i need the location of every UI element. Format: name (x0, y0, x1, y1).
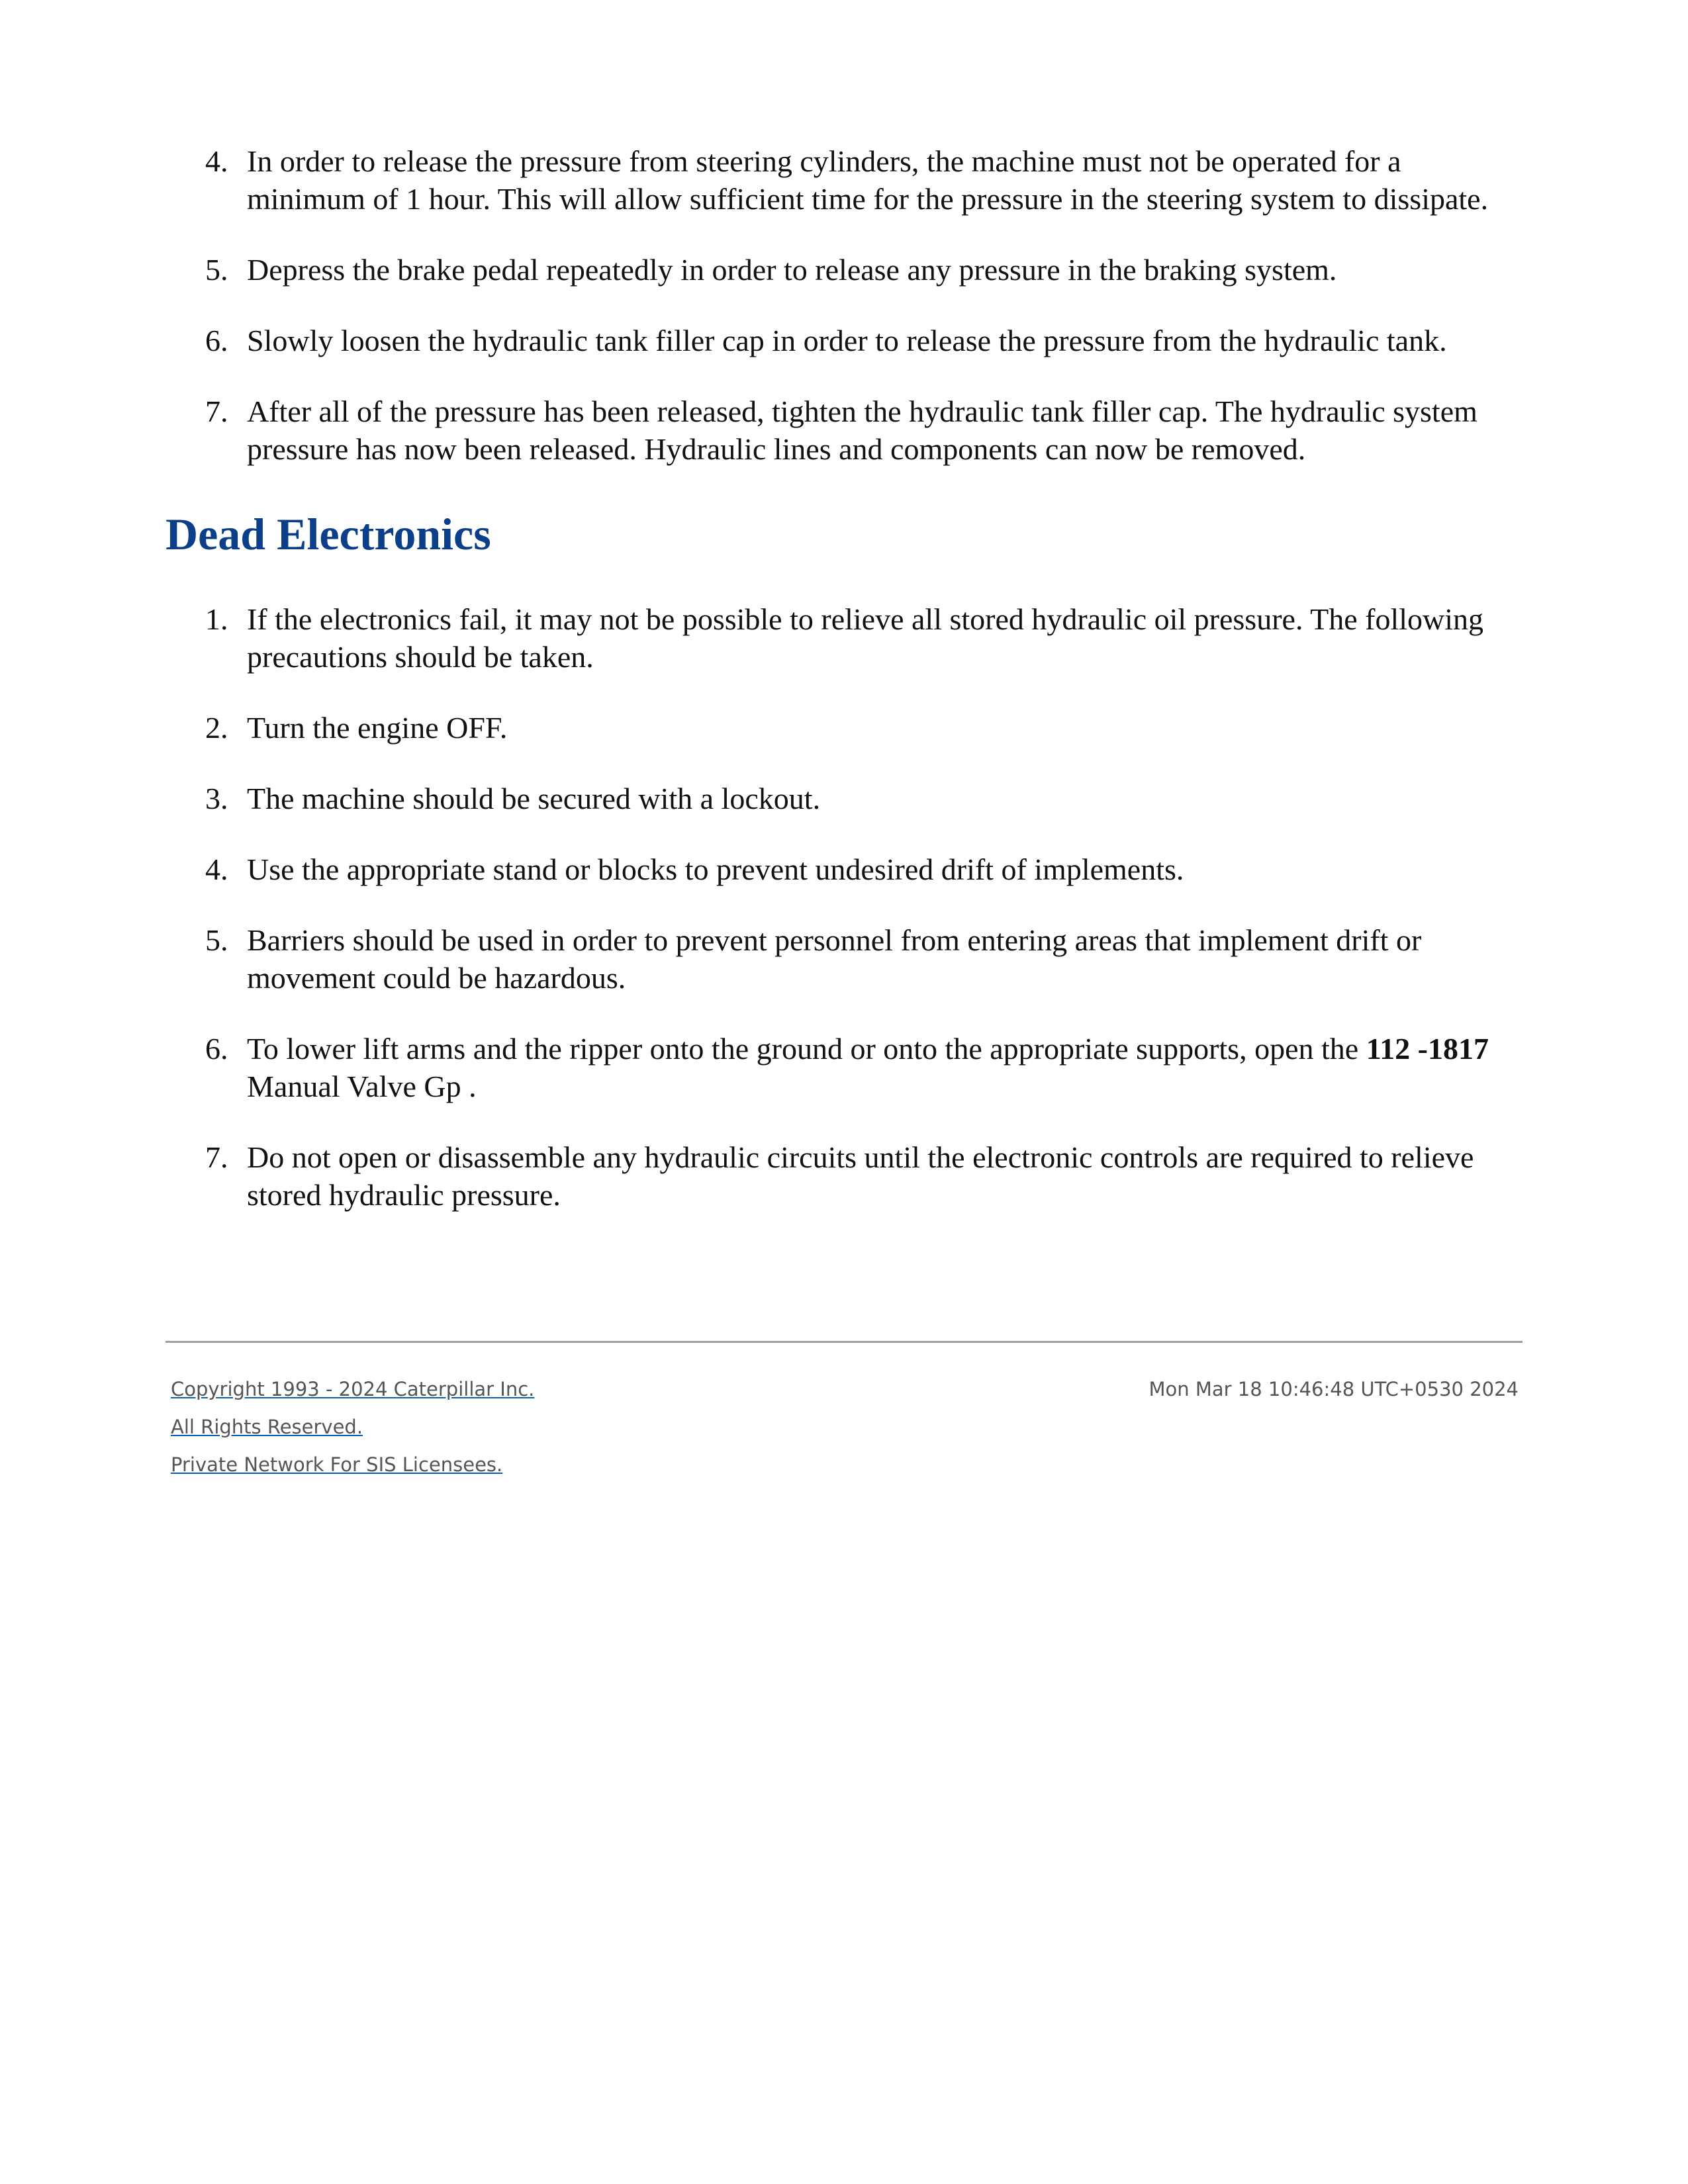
list-item: 6. To lower lift arms and the ripper onto the ground or onto the appropriate supports, open the 112 -1817 Manual Valve Gp . (205, 1032, 1489, 1103)
footer-divider (165, 1341, 1523, 1343)
part-number: 112 -1817 (1366, 1032, 1489, 1066)
list-item: 6. Slowly loosen the hydraulic tank filler cap in order to release the pressure from the hydraulic tank. (205, 324, 1447, 357)
list-item: 4. In order to release the pressure from steering cylinders, the machine must not be operated for a minimum of 1 hour. This will allow sufficient time for the pressure in the steering system to dissipate. (205, 144, 1489, 216)
list-item: 1. If the electronics fail, it may not be possible to relieve all stored hydraulic oil pressure. The following precautions should be taken. (205, 602, 1484, 674)
list-item: 5. Depress the brake pedal repeatedly in order to release any pressure in the braking system. (205, 253, 1337, 287)
list-item: 4. Use the appropriate stand or blocks to prevent undesired drift of implements. (205, 852, 1184, 886)
network-link[interactable]: Private Network For SIS Licensees. (171, 1453, 503, 1476)
list-item: 7. Do not open or disassemble any hydraulic circuits until the electronic controls are required to relieve stored hydraulic pressure. (205, 1140, 1474, 1212)
section-heading: Dead Electronics (165, 509, 491, 559)
rights-link[interactable]: All Rights Reserved. (171, 1416, 363, 1438)
document-body (165, 142, 1523, 1247)
list-item: 5. Barriers should be used in order to prevent personnel from entering areas that implement drift or movement could be hazardous. (205, 923, 1422, 995)
footer (171, 1378, 1519, 1491)
list-item: 2. Turn the engine OFF. (205, 711, 508, 745)
timestamp: Mon Mar 18 10:46:48 UTC+0530 2024 (1149, 1378, 1519, 1400)
list-item: 7. After all of the pressure has been released, tighten the hydraulic tank filler cap. The hydraulic system pressure has now been released. Hydraulic lines and components can now be removed. (205, 394, 1477, 466)
copyright-link[interactable]: Copyright 1993 - 2024 Caterpillar Inc. (171, 1378, 535, 1400)
list-item: 3. The machine should be secured with a lockout. (205, 782, 821, 815)
